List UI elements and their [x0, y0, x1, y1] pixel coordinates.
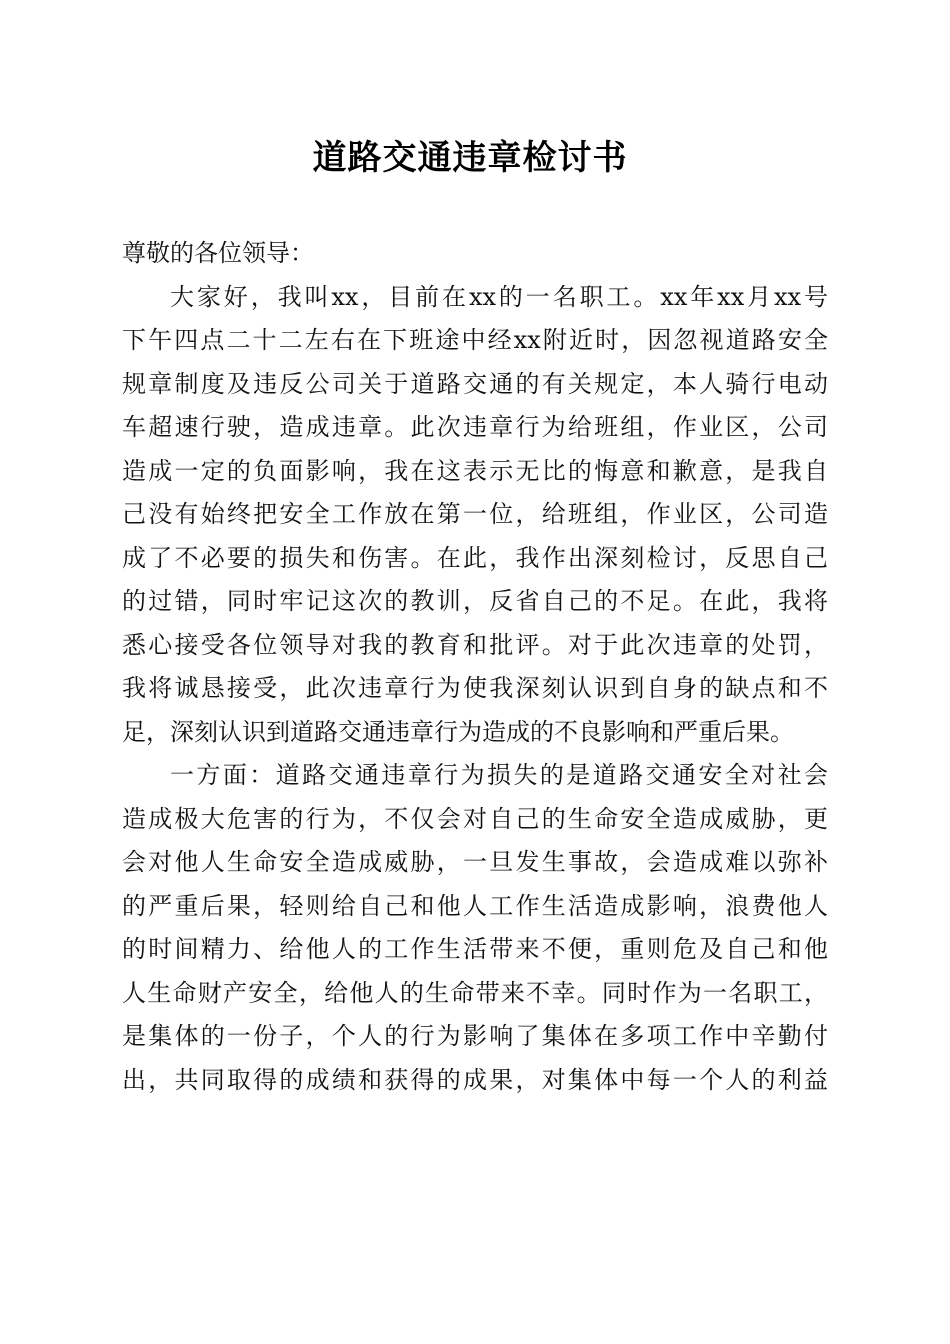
- paragraph-1-line-8: 的过错，同时牢记这次的教训，反省自己的不足。在此，我将: [122, 587, 828, 615]
- paragraph-2-line-6: 人生命财产安全，给他人的生命带来不幸。同时作为一名职工，: [122, 978, 828, 1007]
- paragraph-1-line-10: 我将诚恳接受，此次违章行为使我深刻认识到自身的缺点和不: [122, 674, 828, 702]
- paragraph-1-line-1: 大家好，我叫xx，目前在xx的一名职工。xx年xx月xx号: [170, 282, 828, 311]
- document-body: [122, 232, 828, 1102]
- document-title: 道路交通违章检讨书: [312, 138, 628, 178]
- paragraph-2-line-5: 的时间精力、给他人的工作生活带来不便，重则危及自己和他: [122, 935, 828, 963]
- paragraph-2-line-7: 是集体的一份子，个人的行为影响了集体在多项工作中辛勤付: [122, 1022, 828, 1050]
- paragraph-1-line-3: 规章制度及违反公司关于道路交通的有关规定，本人骑行电动: [122, 369, 828, 398]
- paragraph-2-line-1: 一方面：道路交通违章行为损失的是道路交通安全对社会: [170, 761, 828, 789]
- paragraph-1-line-9: 悉心接受各位领导对我的教育和批评。对于此次违章的处罚，: [122, 630, 828, 659]
- paragraph-1-line-11: 足，深刻认识到道路交通违章行为造成的不良影响和严重后果。: [122, 717, 794, 746]
- paragraph-2-line-4: 的严重后果，轻则给自己和他人工作生活造成影响，浪费他人: [122, 891, 828, 920]
- paragraph-1-line-5: 造成一定的负面影响，我在这表示无比的悔意和歉意，是我自: [122, 456, 828, 485]
- paragraph-2-line-3: 会对他人生命安全造成威胁，一旦发生事故，会造成难以弥补: [122, 848, 828, 876]
- paragraph-1-line-7: 成了不必要的损失和伤害。在此，我作出深刻检讨，反思自己: [122, 543, 828, 572]
- paragraph-2-line-2: 造成极大危害的行为，不仅会对自己的生命安全造成威胁，更: [122, 804, 828, 833]
- paragraph-1-line-4: 车超速行驶，造成违章。此次违章行为给班组，作业区，公司: [122, 413, 828, 441]
- paragraph-1-line-2: 下午四点二十二左右在下班途中经xx附近时，因忽视道路安全: [122, 326, 828, 354]
- paragraph-1-line-6: 己没有始终把安全工作放在第一位，给班组，作业区，公司造: [122, 500, 828, 528]
- paragraph-2-line-8: 出，共同取得的成绩和获得的成果，对集体中每一个人的利益: [122, 1065, 828, 1094]
- salutation-line: 尊敬的各位领导：: [122, 239, 314, 267]
